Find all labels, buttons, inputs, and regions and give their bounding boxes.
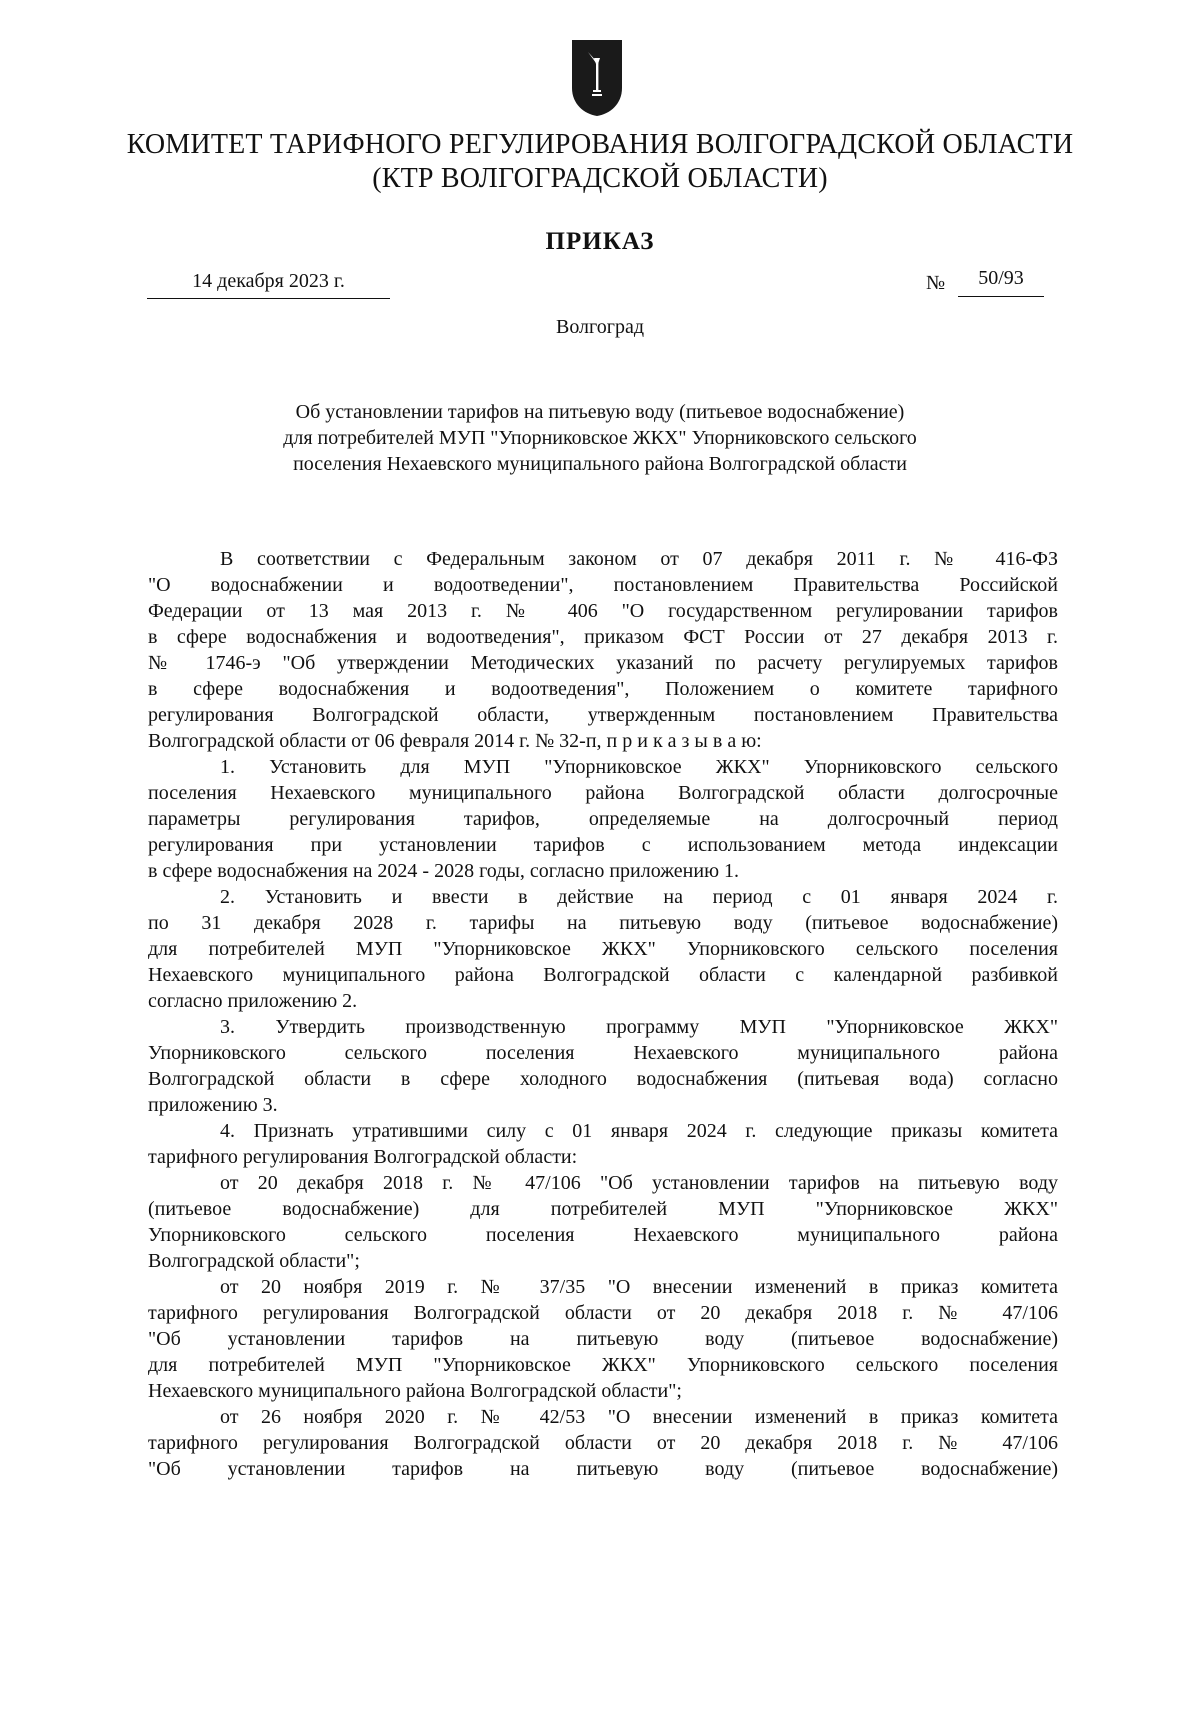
body-text-line: 1. Установить для МУП "Упорниковское ЖКХ" Упорниковского сельского [220, 756, 1058, 778]
body-text-line: для потребителей МУП "Упорниковское ЖКХ" Упорниковского сельского поселения [148, 1354, 1058, 1376]
body-text-line: "Об установлении тарифов на питьевую воду (питьевое водоснабжение) [148, 1458, 1058, 1480]
order-subject-line: поселения Нехаевского муниципального района Волгоградской области [293, 453, 907, 475]
body-text-line: (питьевое водоснабжение) для потребителей МУП "Упорниковское ЖКХ" [148, 1198, 1058, 1220]
body-text-line: "О водоснабжении и водоотведении", постановлением Правительства Российской [148, 574, 1058, 596]
body-text-line: приложению 3. [148, 1094, 278, 1116]
body-text-line: от 20 декабря 2018 г. № 47/106 "Об установлении тарифов на питьевую воду [220, 1172, 1058, 1194]
order-title: ПРИКАЗ [545, 228, 655, 255]
body-text-line: от 20 ноября 2019 г. № 37/35 "О внесении изменений в приказ комитета [220, 1276, 1058, 1298]
body-text-line: "Об установлении тарифов на питьевую воду (питьевое водоснабжение) [148, 1328, 1058, 1350]
body-text-line: Волгоградской области"; [148, 1250, 360, 1272]
body-text-line: по 31 декабря 2028 г. тарифы на питьевую воду (питьевое водоснабжение) [148, 912, 1058, 934]
body-text-line: 4. Признать утратившими силу с 01 января 2024 г. следующие приказы комитета [220, 1120, 1058, 1142]
body-text-line: тарифного регулирования Волгоградской области от 20 декабря 2018 г. № 47/106 [148, 1302, 1058, 1324]
body-text-line: согласно приложению 2. [148, 990, 358, 1012]
body-text-line: Волгоградской области от 06 февраля 2014 г. № 32-п, п р и к а з ы в а ю: [148, 730, 762, 752]
body-text-line: поселения Нехаевского муниципального района Волгоградской области долгосрочные [148, 782, 1058, 804]
body-text-line: в сфере водоснабжения и водоотведения", Положением о комитете тарифного [148, 678, 1058, 700]
body-text-line: для потребителей МУП "Упорниковское ЖКХ" Упорниковского сельского поселения [148, 938, 1058, 960]
body-text-line: в сфере водоснабжения на 2024 - 2028 годы, согласно приложению 1. [148, 860, 740, 882]
body-text-line: В соответствии с Федеральным законом от 07 декабря 2011 г. № 416-ФЗ [220, 548, 1058, 570]
body-text-line: Федерации от 13 мая 2013 г. № 406 "О государственном регулировании тарифов [148, 600, 1058, 622]
order-date: 14 декабря 2023 г. [147, 268, 390, 299]
committee-short-name: (КТР ВОЛГОГРАДСКОЙ ОБЛАСТИ) [372, 163, 828, 194]
body-text-line: в сфере водоснабжения и водоотведения", приказом ФСТ России от 27 декабря 2013 г. [148, 626, 1058, 648]
body-text-line: параметры регулирования тарифов, определяемые на долгосрочный период [148, 808, 1058, 830]
body-text-line: регулирования при установлении тарифов с использованием метода индексации [148, 834, 1058, 856]
body-text-line: тарифного регулирования Волгоградской области: [148, 1146, 578, 1168]
body-text-line: Нехаевского муниципального района Волгоградской области с календарной разбивкой [148, 964, 1058, 986]
body-text-line: Упорниковского сельского поселения Нехаевского муниципального района [148, 1224, 1058, 1246]
order-city: Волгоград [555, 316, 645, 338]
body-text-line: Нехаевского муниципального района Волгоградской области"; [148, 1380, 682, 1402]
body-text-line: 2. Установить и ввести в действие на период с 01 января 2024 г. [220, 886, 1058, 908]
order-subject-line: для потребителей МУП "Упорниковское ЖКХ" Упорниковского сельского [283, 427, 917, 449]
coat-of-arms-emblem [570, 38, 624, 118]
order-number-sign: № [926, 272, 946, 294]
body-text-line: от 26 ноября 2020 г. № 42/53 "О внесении изменений в приказ комитета [220, 1406, 1058, 1428]
body-text-line: № 1746-э "Об утверждении Методических указаний по расчету регулируемых тарифов [148, 652, 1058, 674]
body-text-line: регулирования Волгоградской области, утвержденным постановлением Правительства [148, 704, 1058, 726]
body-text-line: 3. Утвердить производственную программу МУП "Упорниковское ЖКХ" [220, 1016, 1058, 1038]
order-subject-line: Об установлении тарифов на питьевую воду (питьевое водоснабжение) [295, 401, 905, 423]
body-text-line: Волгоградской области в сфере холодного водоснабжения (питьевая вода) согласно [148, 1068, 1058, 1090]
body-text-line: тарифного регулирования Волгоградской области от 20 декабря 2018 г. № 47/106 [148, 1432, 1058, 1454]
order-number: 50/93 [958, 266, 1044, 297]
committee-name: КОМИТЕТ ТАРИФНОГО РЕГУЛИРОВАНИЯ ВОЛГОГРАДСКОЙ ОБЛАСТИ [126, 129, 1074, 160]
body-text-line: Упорниковского сельского поселения Нехаевского муниципального района [148, 1042, 1058, 1064]
